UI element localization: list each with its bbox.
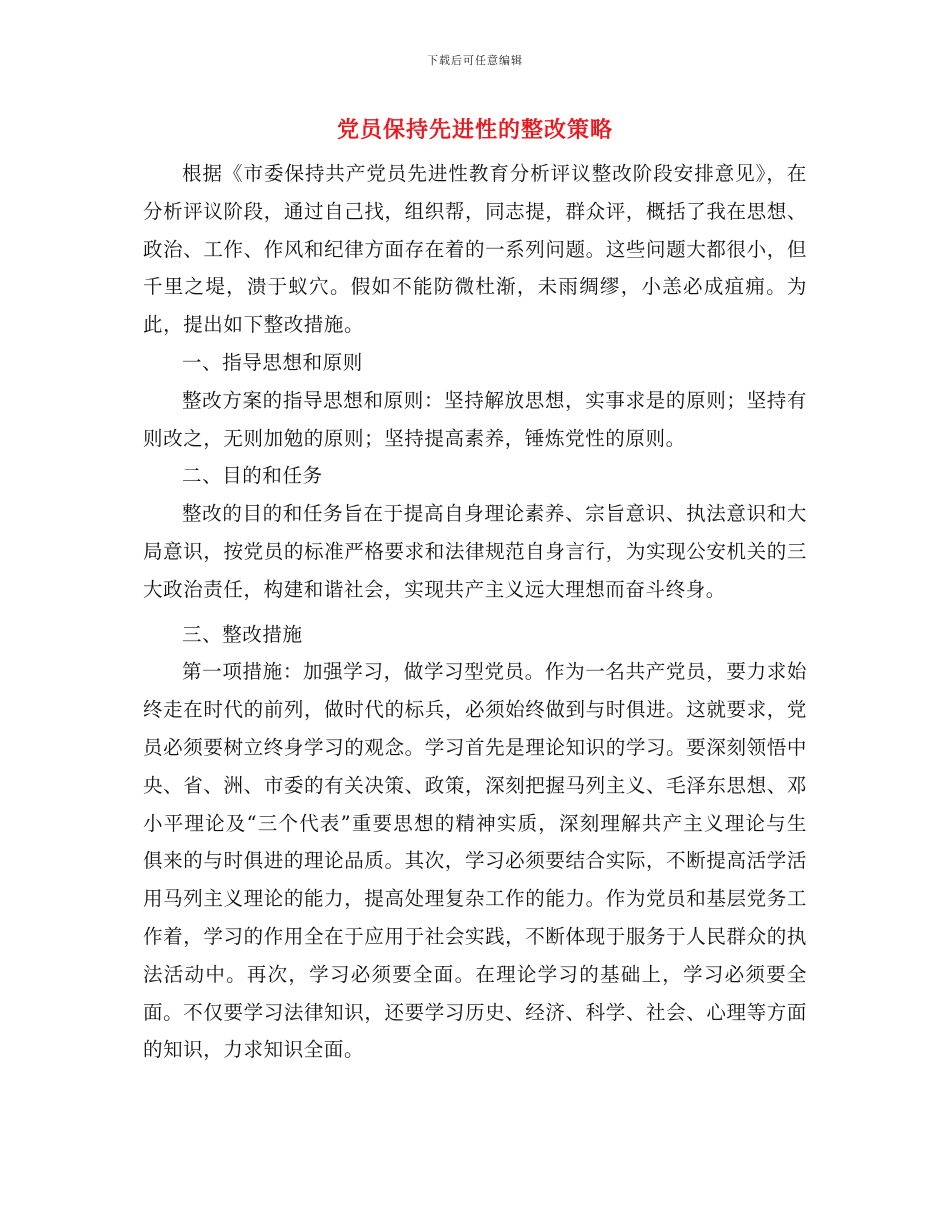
- heading-goals-tasks: 二、目的和任务: [182, 464, 323, 488]
- document-body: [143, 155, 807, 1069]
- header-note: 下载后可任意编辑: [427, 54, 523, 67]
- paragraph-guiding-principles: 整改方案的指导思想和原则：坚持解放思想，实事求是的原则；坚持有则改之，无则加勉的原则；坚持提高素养，锤炼党性的原则。: [143, 388, 807, 450]
- heading-guiding-principles: 一、指导思想和原则: [182, 350, 363, 374]
- document-title: 党员保持先进性的整改策略: [336, 117, 613, 143]
- paragraph-measure-one: 第一项措施：加强学习，做学习型党员。作为一名共产党员，要力求始终走在时代的前列，做时代的标兵，必须始终做到与时俱进。这就要求，党员必须要树立终身学习的观念。学习首先是理论知识的学习。要深刻领悟中央、省、洲、市委的有关决策、政策，深刻把握马列主义、毛泽东思想、邓小平理论及“三个代表”重要思想的精神实质，深刻理解共产主义理论与生俱来的与时俱进的理论品质。其次，学习必须要结合实际，不断提高活学活用马列主义理论的能力，提高处理复杂工作的能力。作为党员和基层党务工作着，学习的作用全在于应用于社会实践，不断体现于服务于人民群众的执法活动中。再次，学习必须要全面。在理论学习的基础上，学习必须要全面。不仅要学习法律知识，还要学习历史、经济、科学、社会、心理等方面的知识，力求知识全面。: [143, 660, 807, 1062]
- paragraph-goals-tasks: 整改的目的和任务旨在于提高自身理论素养、宗旨意识、执法意识和大局意识，按党员的标准严格要求和法律规范自身言行，为实现公安机关的三大政治责任，构建和谐社会，实现共产主义远大理想而奋斗终身。: [143, 502, 807, 601]
- paragraph-intro: 根据《市委保持共产党员先进性教育分析评议整改阶段安排意见》，在分析评议阶段，通过自己找，组织帮，同志提，群众评，概括了我在思想、政治、工作、作风和纪律方面存在着的一系列问题。这些问题大都很小，但千里之堤，溃于蚁穴。假如不能防微杜渐，未雨绸缪，小恙必成疽痈。为此，提出如下整改措施。: [143, 162, 807, 337]
- heading-measures: 三、整改措施: [182, 622, 303, 646]
